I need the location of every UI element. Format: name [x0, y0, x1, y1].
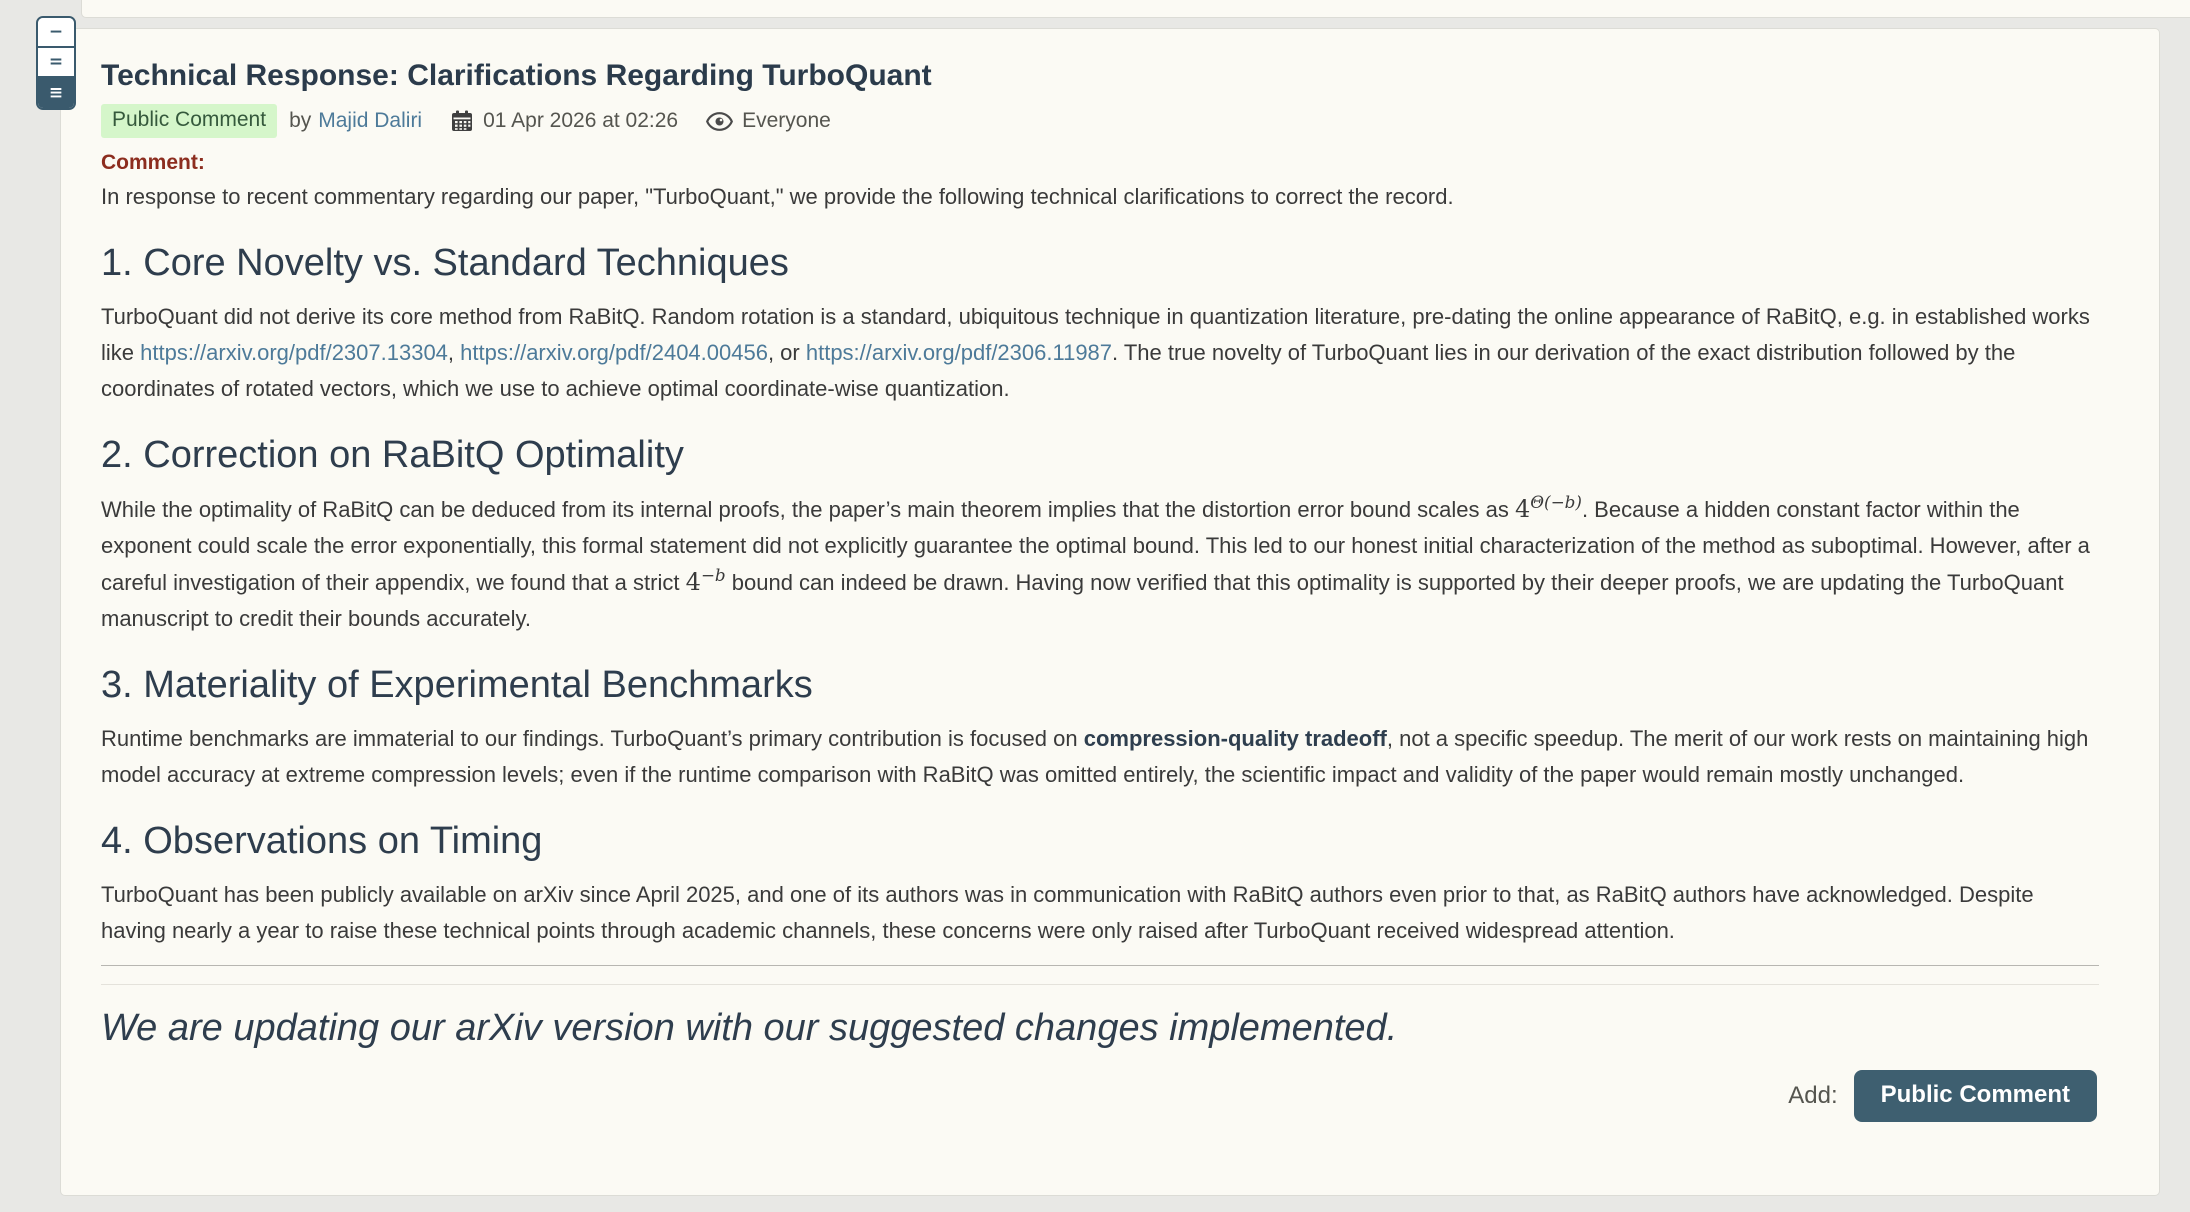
section-2-text: . Because a hidden constant factor within the exponent could scale the error exponentially, this formal statement did not explicitly guarantee the optimal bound. This led to our honest initial characterization of the method as suboptimal. However, after a careful investigation of their appendix, we found that a strict	[101, 497, 2090, 595]
add-comment-row	[101, 1070, 2099, 1122]
math-expression-1	[1515, 492, 1582, 523]
math-base: 4	[1515, 495, 1531, 523]
previous-note-card-edge	[81, 0, 2190, 18]
section-2-heading: 2. Correction on RaBitQ Optimality	[101, 434, 684, 476]
section-3-heading: 3. Materiality of Experimental Benchmarks	[101, 664, 813, 706]
section-4-paragraph	[101, 877, 2099, 949]
comment-card	[60, 28, 2160, 1196]
note-title: Technical Response: Clarifications Regarding TurboQuant	[101, 59, 932, 92]
section-1-text: , or	[767, 340, 806, 365]
section-3-text: , not a specific speedup. The merit of our work rests on maintaining high model accuracy at extreme compression levels; even if the runtime comparison with RaBitQ was omitted entirely, the scientific impact and validity of the paper would remain mostly unchanged.	[101, 726, 2089, 787]
divider-rule-bottom	[101, 984, 2099, 985]
add-label: Add:	[1788, 1082, 1838, 1109]
comment-field-label: Comment:	[101, 151, 205, 174]
note-visibility: Everyone	[742, 109, 831, 132]
arxiv-link-1[interactable]: https://arxiv.org/pdf/2307.13304	[140, 340, 448, 365]
note-timestamp: 01 Apr 2026 at 02:26	[483, 109, 679, 132]
section-2-paragraph	[101, 491, 2099, 637]
eye-icon	[706, 112, 733, 131]
section-1-heading: 1. Core Novelty vs. Standard Techniques	[101, 242, 789, 284]
note-meta-row	[101, 104, 2099, 138]
section-1-text: TurboQuant did not derive its core method from RaBitQ. Random rotation is a standard, ubiquitous technique in quantization literature, pre-dating the online appearance of RaBitQ, e.g. in established works like	[101, 304, 2090, 365]
collapse-level-1-icon: −	[48, 22, 64, 42]
arxiv-link-2[interactable]: https://arxiv.org/pdf/2404.00456	[460, 340, 768, 365]
section-2-text: While the optimality of RaBitQ can be deduced from its internal proofs, the paper’s main theorem implies that the distortion error bound scales as	[101, 497, 1516, 522]
section-4-text: TurboQuant has been publicly available on arXiv since April 2025, and one of its authors was in communication with RaBitQ authors even prior to that, as RaBitQ authors have acknowledged. Despite having nearly a year to raise these technical points through academic channels, these concerns were only raised after TurboQuant received widespread attention.	[101, 882, 2034, 943]
collapse-level-2-icon: =	[48, 52, 64, 72]
author-link[interactable]: Majid Daliri	[318, 109, 423, 132]
section-3-bold-text: compression-quality tradeoff	[1083, 726, 1387, 751]
divider-rule-top	[101, 965, 2099, 966]
section-4-heading: 4. Observations on Timing	[101, 820, 543, 862]
comment-intro-paragraph: In response to recent commentary regarding our paper, "TurboQuant," we provide the following technical clarifications to correct the record.	[101, 184, 1454, 209]
collapse-level-3-icon: ≡	[48, 83, 64, 103]
section-3-text: Runtime benchmarks are immaterial to our findings. TurboQuant’s primary contribution is focused on	[101, 726, 1084, 751]
section-1-text: . The true novelty of TurboQuant lies in our derivation of the exact distribution followed by the coordinates of rotated vectors, which we use to achieve optimal coordinate-wise quantization.	[101, 340, 2016, 401]
collapse-level-1-button[interactable]	[38, 18, 74, 48]
collapse-level-3-button[interactable]	[38, 78, 74, 108]
calendar-icon	[450, 109, 474, 133]
add-public-comment-button[interactable]: Public Comment	[1854, 1070, 2097, 1122]
by-label: by	[289, 109, 312, 132]
math-expression-2	[685, 565, 726, 596]
section-2-text: bound can indeed be drawn. Having now verified that this optimality is supported by their deeper proofs, we are updating the TurboQuant manuscript to credit their bounds accurately.	[101, 570, 2064, 631]
public-comment-badge: Public Comment	[101, 104, 277, 138]
section-1-paragraph	[101, 299, 2099, 407]
section-1-text: ,	[447, 340, 461, 365]
arxiv-link-3[interactable]: https://arxiv.org/pdf/2306.11987	[805, 340, 1113, 365]
collapse-level-2-button[interactable]	[38, 48, 74, 78]
closing-statement: We are updating our arXiv version with our suggested changes implemented.	[101, 1007, 1398, 1049]
section-3-paragraph	[101, 721, 2099, 793]
math-exponent: Θ(−b)	[1530, 492, 1582, 512]
math-exponent: −b	[700, 565, 726, 585]
math-base: 4	[685, 568, 701, 596]
collapse-controls	[36, 16, 76, 110]
